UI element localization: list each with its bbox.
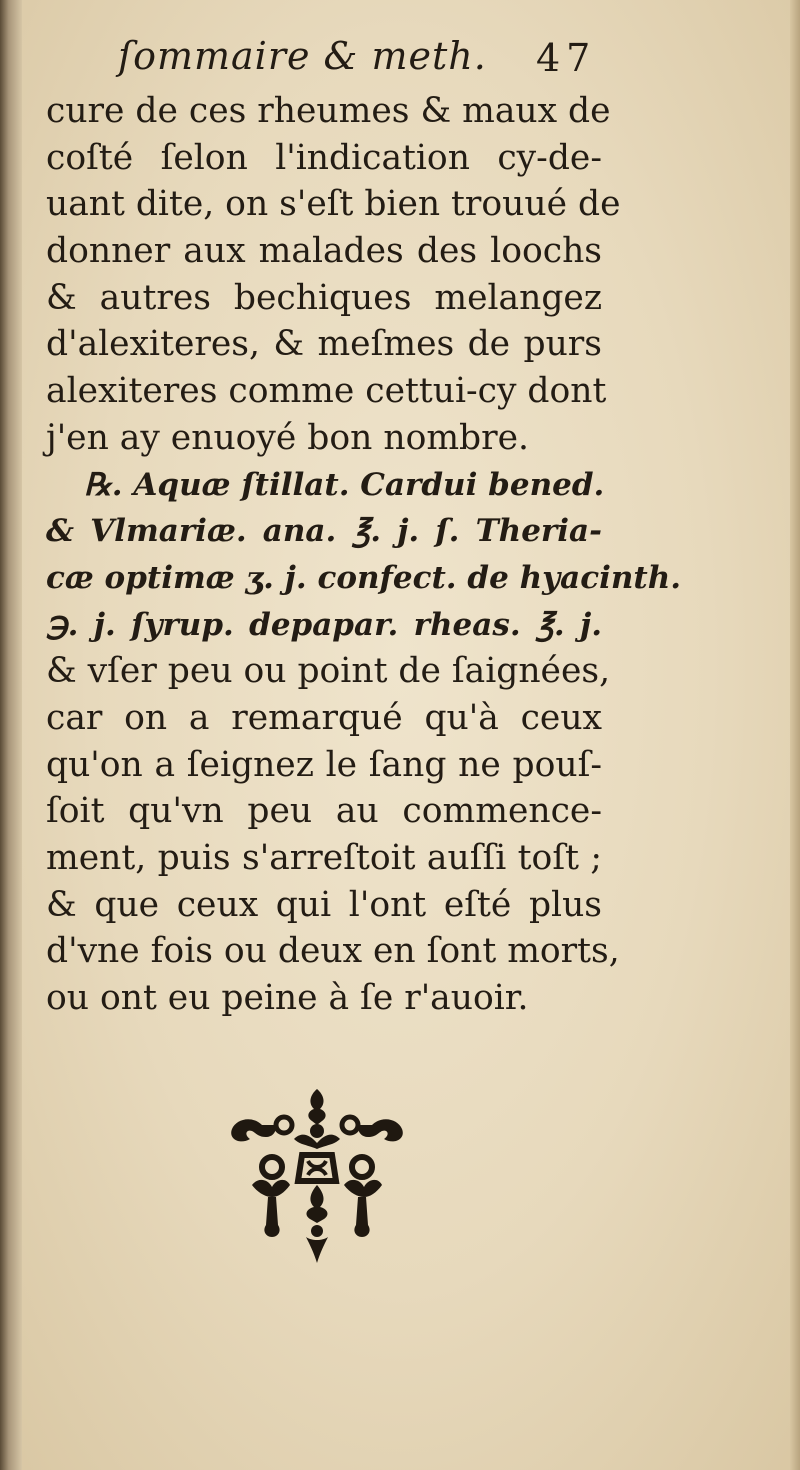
text-line: alexiteres comme cettui-cy dont — [46, 371, 607, 412]
page-edge — [790, 0, 800, 1470]
text-line: d'vne fois ou deux en ſont morts, — [46, 931, 620, 972]
page-number: 47 — [536, 36, 597, 80]
page-header — [118, 32, 618, 92]
text-line: ou ont eu peine à ſe r'auoir. — [46, 978, 529, 1019]
recipe-line: ℈. j. ſyrup. depapar. rheas. ℥. j. — [46, 606, 602, 643]
text-line: & autres bechiques melangez — [46, 277, 602, 318]
recipe-line: & Vlmariæ. ana. ℥. j. ſ. Theria- — [46, 513, 602, 550]
running-title: ſommaire & meth. — [118, 34, 487, 78]
text-line: ment, puis s'arreſtoit auſſi toſt ; — [46, 838, 602, 878]
recipe-line: cæ optimæ ʒ. j. confect. de hyacinth. — [46, 559, 682, 596]
text-line: qu'on a ſeignez le ſang ne pouſ- — [46, 744, 602, 785]
text-line: & vſer peu ou point de ſaignées, — [46, 651, 611, 692]
fleuron-ornament-icon — [222, 1085, 412, 1265]
recipe-line: ℞. Aquæ ſtillat. Cardui bened. — [84, 466, 605, 503]
text-line: d'alexiteres, & meſmes de purs — [46, 324, 602, 365]
text-line: coſté ſelon l'indication cy-de- — [46, 137, 602, 178]
text-line: uant dite, on s'eſt bien trouué de — [46, 184, 621, 225]
text-line: & que ceux qui l'ont eſté plus — [46, 884, 602, 925]
page-gutter — [0, 0, 22, 1470]
text-line: donner aux malades des loochs — [46, 231, 602, 272]
text-line: ſoit qu'vn peu au commence- — [46, 791, 602, 832]
text-line: cure de ces rheumes & maux de — [46, 91, 611, 131]
text-line: j'en ay enuoyé bon nombre. — [46, 417, 530, 458]
text-line: car on a remarqué qu'à ceux — [46, 697, 602, 738]
body-text — [46, 88, 682, 1022]
